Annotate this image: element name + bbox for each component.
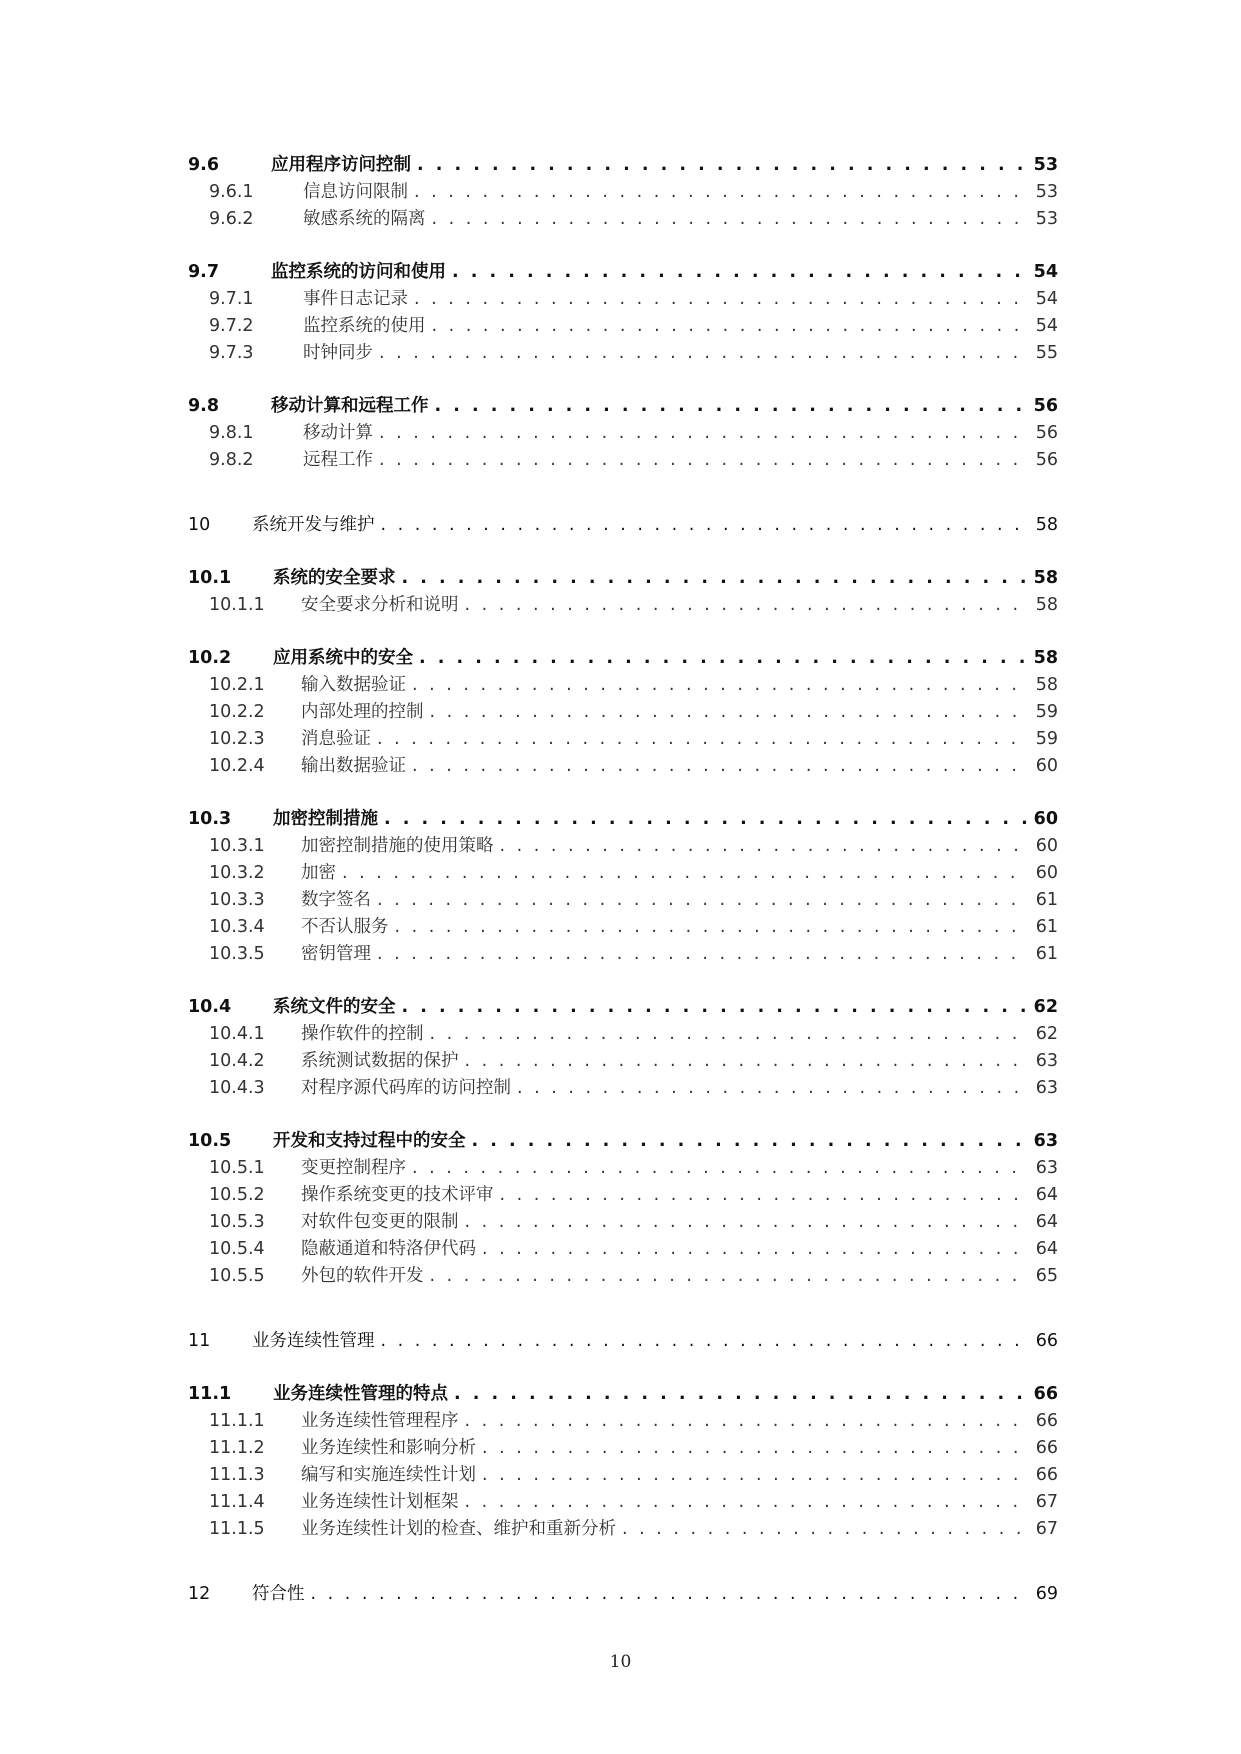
toc-entry-title: 输入数据验证	[301, 675, 406, 695]
toc-entry[interactable]	[188, 206, 1058, 233]
toc-entry-number: 10.2	[188, 648, 232, 668]
toc-entry-title: 移动计算	[303, 423, 373, 443]
toc-entry-page: 65	[1035, 1266, 1058, 1286]
toc-entry-number: 9.7.1	[209, 289, 254, 309]
toc-entry-title: 远程工作	[303, 450, 373, 470]
toc-entry-title: 业务连续性计划框架	[301, 1492, 459, 1512]
toc-dot-leader	[482, 1236, 1028, 1263]
toc-entry-page: 60	[1035, 836, 1058, 856]
toc-entry-title: 安全要求分析和说明	[301, 595, 459, 615]
toc-entry-page: 54	[1033, 262, 1058, 282]
toc-entry-page: 60	[1033, 809, 1058, 829]
toc-entry-title: 系统的安全要求	[273, 568, 396, 588]
toc-entry-page: 55	[1035, 343, 1058, 363]
toc-entry[interactable]	[188, 1381, 1058, 1408]
toc-entry-title: 移动计算和远程工作	[271, 396, 429, 416]
toc-entry-title: 隐蔽通道和特洛伊代码	[301, 1239, 476, 1259]
toc-entry-number: 10.5.3	[209, 1212, 265, 1232]
toc-entry-page: 64	[1035, 1185, 1058, 1205]
toc-spacer	[188, 1543, 1058, 1581]
toc-entry-title: 消息验证	[301, 729, 371, 749]
toc-entry-title: 业务连续性管理程序	[301, 1411, 459, 1431]
toc-entry[interactable]	[188, 393, 1058, 420]
toc-entry[interactable]	[188, 1263, 1058, 1290]
toc-entry[interactable]	[188, 914, 1058, 941]
toc-dot-leader	[482, 1435, 1028, 1462]
toc-entry-number: 11.1.2	[209, 1438, 265, 1458]
toc-entry[interactable]	[188, 1021, 1058, 1048]
toc-entry[interactable]	[188, 1236, 1058, 1263]
toc-entry-title: 系统文件的安全	[273, 997, 396, 1017]
toc-entry[interactable]	[188, 672, 1058, 699]
toc-dot-leader	[432, 313, 1029, 340]
toc-entry-page: 58	[1035, 595, 1058, 615]
toc-entry-page: 56	[1033, 396, 1058, 416]
toc-spacer	[188, 619, 1058, 645]
toc-entry-page: 63	[1033, 1131, 1058, 1151]
toc-entry-title: 系统开发与维护	[252, 515, 375, 535]
toc-entry[interactable]	[188, 1435, 1058, 1462]
toc-spacer	[188, 233, 1058, 259]
toc-entry-page: 62	[1033, 997, 1058, 1017]
toc-entry-page: 53	[1035, 182, 1058, 202]
toc-entry-number: 10.3.4	[209, 917, 265, 937]
toc-dot-leader	[381, 512, 1029, 539]
toc-entry[interactable]	[188, 420, 1058, 447]
toc-entry[interactable]	[188, 1128, 1058, 1155]
toc-entry-title: 内部处理的控制	[301, 702, 424, 722]
toc-dot-leader	[435, 393, 1028, 420]
toc-entry-number: 10.3.3	[209, 890, 265, 910]
toc-dot-leader	[379, 340, 1028, 367]
toc-entry[interactable]	[188, 512, 1058, 539]
toc-entry-number: 11	[188, 1331, 211, 1351]
toc-dot-leader	[465, 1209, 1029, 1236]
toc-entry-page: 58	[1033, 568, 1058, 588]
toc-entry-title: 应用系统中的安全	[273, 648, 413, 668]
toc-entry-page: 56	[1035, 423, 1058, 443]
toc-entry[interactable]	[188, 1182, 1058, 1209]
toc-spacer	[188, 1102, 1058, 1128]
toc-entry-title: 密钥管理	[301, 944, 371, 964]
toc-spacer	[188, 780, 1058, 806]
toc-entry-number: 10.3.5	[209, 944, 265, 964]
toc-entry-title: 敏感系统的隔离	[303, 209, 426, 229]
toc-entry-title: 业务连续性和影响分析	[301, 1438, 476, 1458]
toc-entry-number: 11.1.3	[209, 1465, 265, 1485]
toc-dot-leader	[414, 179, 1028, 206]
toc-entry-page: 66	[1035, 1331, 1058, 1351]
toc-entry-number: 9.7	[188, 262, 220, 282]
toc-entry[interactable]	[188, 286, 1058, 313]
toc-entry-page: 58	[1033, 648, 1058, 668]
toc-spacer	[188, 474, 1058, 512]
toc-entry-page: 63	[1035, 1051, 1058, 1071]
toc-entry-number: 10.3.1	[209, 836, 265, 856]
toc-dot-leader	[377, 941, 1028, 968]
toc-spacer	[188, 1355, 1058, 1381]
toc-dot-leader	[402, 994, 1028, 1021]
toc-entry-title: 加密控制措施的使用策略	[301, 836, 494, 856]
toc-entry-title: 应用程序访问控制	[271, 155, 411, 175]
toc-entry-number: 10.1.1	[209, 595, 265, 615]
toc-entry-page: 63	[1035, 1158, 1058, 1178]
toc-entry[interactable]	[188, 1489, 1058, 1516]
toc-dot-leader	[452, 259, 1028, 286]
toc-entry-title: 对程序源代码库的访问控制	[301, 1078, 511, 1098]
toc-entry-number: 11.1.5	[209, 1519, 265, 1539]
toc-entry-title: 开发和支持过程中的安全	[273, 1131, 466, 1151]
toc-entry-title: 事件日志记录	[303, 289, 408, 309]
toc-entry-number: 10.4.3	[209, 1078, 265, 1098]
toc-entry-title: 操作系统变更的技术评审	[301, 1185, 494, 1205]
toc-entry-number: 10.5.4	[209, 1239, 265, 1259]
toc-entry-number: 9.8	[188, 396, 220, 416]
toc-entry-title: 业务连续性管理	[252, 1331, 375, 1351]
toc-entry-page: 54	[1035, 316, 1058, 336]
toc-dot-leader	[414, 286, 1028, 313]
toc-dot-leader	[377, 726, 1028, 753]
toc-entry-number: 11.1.4	[209, 1492, 265, 1512]
toc-entry[interactable]	[188, 860, 1058, 887]
toc-entry-title: 系统测试数据的保护	[301, 1051, 459, 1071]
toc-dot-leader	[379, 447, 1028, 474]
toc-entry-title: 对软件包变更的限制	[301, 1212, 459, 1232]
toc-dot-leader	[432, 206, 1029, 233]
toc-entry-title: 加密	[301, 863, 336, 883]
toc-entry[interactable]	[188, 1155, 1058, 1182]
toc-entry[interactable]	[188, 645, 1058, 672]
toc-dot-leader	[342, 860, 1028, 887]
toc-dot-leader	[465, 1489, 1029, 1516]
toc-entry-number: 9.7.2	[209, 316, 254, 336]
toc-dot-leader	[482, 1462, 1028, 1489]
toc-entry-number: 10.5	[188, 1131, 232, 1151]
toc-entry-number: 9.8.2	[209, 450, 254, 470]
toc-entry-page: 64	[1035, 1212, 1058, 1232]
toc-dot-leader	[412, 753, 1028, 780]
toc-entry-page: 60	[1035, 756, 1058, 776]
toc-dot-leader	[381, 1328, 1029, 1355]
toc-entry[interactable]	[188, 699, 1058, 726]
toc-spacer	[188, 539, 1058, 565]
toc-dot-leader	[430, 699, 1029, 726]
toc-entry[interactable]	[188, 1075, 1058, 1102]
toc-entry-page: 67	[1035, 1519, 1058, 1539]
toc-entry-title: 监控系统的使用	[303, 316, 426, 336]
toc-dot-leader	[311, 1581, 1029, 1608]
toc-spacer	[188, 1290, 1058, 1328]
toc-dot-leader	[395, 914, 1029, 941]
toc-entry-number: 10.4.1	[209, 1024, 265, 1044]
toc-entry[interactable]	[188, 994, 1058, 1021]
toc-entry-number: 9.6.2	[209, 209, 254, 229]
toc-entry[interactable]	[188, 1516, 1058, 1543]
toc-dot-leader	[500, 833, 1029, 860]
toc-entry-number: 10.3	[188, 809, 232, 829]
toc-dot-leader	[412, 1155, 1028, 1182]
table-of-contents	[188, 152, 1058, 1608]
toc-dot-leader	[430, 1021, 1029, 1048]
toc-entry-page: 64	[1035, 1239, 1058, 1259]
toc-entry-page: 67	[1035, 1492, 1058, 1512]
toc-entry[interactable]	[188, 592, 1058, 619]
toc-entry-number: 10.4	[188, 997, 232, 1017]
toc-entry-number: 10.2.3	[209, 729, 265, 749]
toc-dot-leader	[500, 1182, 1029, 1209]
toc-entry-page: 61	[1035, 890, 1058, 910]
toc-dot-leader	[454, 1381, 1028, 1408]
toc-dot-leader	[465, 1048, 1029, 1075]
toc-entry-number: 11.1.1	[209, 1411, 265, 1431]
toc-entry-title: 编写和实施连续性计划	[301, 1465, 476, 1485]
toc-entry-page: 66	[1035, 1411, 1058, 1431]
toc-entry-title: 外包的软件开发	[301, 1266, 424, 1286]
toc-entry-page: 61	[1035, 944, 1058, 964]
toc-entry-page: 61	[1035, 917, 1058, 937]
toc-entry-title: 业务连续性计划的检查、维护和重新分析	[301, 1519, 616, 1539]
toc-entry-page: 53	[1033, 155, 1058, 175]
toc-entry-number: 9.8.1	[209, 423, 254, 443]
toc-entry-number: 12	[188, 1584, 211, 1604]
toc-entry-title: 信息访问限制	[303, 182, 408, 202]
toc-dot-leader	[465, 592, 1029, 619]
toc-spacer	[188, 367, 1058, 393]
toc-entry[interactable]	[188, 179, 1058, 206]
toc-dot-leader	[622, 1516, 1028, 1543]
toc-entry-page: 62	[1035, 1024, 1058, 1044]
toc-entry[interactable]	[188, 259, 1058, 286]
toc-entry-title: 变更控制程序	[301, 1158, 406, 1178]
toc-entry[interactable]	[188, 833, 1058, 860]
toc-dot-leader	[384, 806, 1028, 833]
toc-entry-page: 59	[1035, 702, 1058, 722]
toc-entry-number: 10.4.2	[209, 1051, 265, 1071]
toc-entry[interactable]	[188, 753, 1058, 780]
toc-entry[interactable]	[188, 726, 1058, 753]
toc-entry-page: 58	[1035, 675, 1058, 695]
toc-dot-leader	[472, 1128, 1028, 1155]
toc-entry[interactable]	[188, 941, 1058, 968]
toc-entry-number: 10.2.2	[209, 702, 265, 722]
toc-dot-leader	[465, 1408, 1029, 1435]
toc-entry-title: 输出数据验证	[301, 756, 406, 776]
toc-entry-page: 59	[1035, 729, 1058, 749]
toc-entry-page: 69	[1035, 1584, 1058, 1604]
toc-entry-page: 66	[1033, 1384, 1058, 1404]
toc-entry[interactable]	[188, 565, 1058, 592]
toc-entry-number: 10.5.2	[209, 1185, 265, 1205]
toc-entry-number: 10.2.1	[209, 675, 265, 695]
toc-entry-title: 数字签名	[301, 890, 371, 910]
toc-entry[interactable]	[188, 1209, 1058, 1236]
page-number: 10	[609, 1652, 632, 1672]
toc-entry[interactable]	[188, 806, 1058, 833]
toc-entry-title: 时钟同步	[303, 343, 373, 363]
toc-dot-leader	[412, 672, 1028, 699]
toc-entry-title: 操作软件的控制	[301, 1024, 424, 1044]
toc-entry-title: 业务连续性管理的特点	[273, 1384, 448, 1404]
toc-entry[interactable]	[188, 340, 1058, 367]
toc-entry-page: 58	[1035, 515, 1058, 535]
toc-entry-title: 监控系统的访问和使用	[271, 262, 446, 282]
toc-entry-page: 66	[1035, 1438, 1058, 1458]
toc-entry-number: 9.6	[188, 155, 220, 175]
toc-entry-number: 9.7.3	[209, 343, 254, 363]
toc-entry-page: 56	[1035, 450, 1058, 470]
toc-entry-number: 10.5.1	[209, 1158, 265, 1178]
toc-entry[interactable]	[188, 1328, 1058, 1355]
toc-dot-leader	[430, 1263, 1029, 1290]
toc-dot-leader	[417, 152, 1028, 179]
toc-entry-page: 66	[1035, 1465, 1058, 1485]
toc-entry[interactable]	[188, 887, 1058, 914]
toc-entry-number: 10.1	[188, 568, 232, 588]
toc-entry-title: 不否认服务	[301, 917, 389, 937]
toc-entry-number: 10.3.2	[209, 863, 265, 883]
toc-entry[interactable]	[188, 313, 1058, 340]
toc-entry-page: 63	[1035, 1078, 1058, 1098]
toc-entry[interactable]	[188, 1408, 1058, 1435]
toc-spacer	[188, 968, 1058, 994]
toc-dot-leader	[517, 1075, 1028, 1102]
toc-entry[interactable]	[188, 152, 1058, 179]
toc-entry-number: 11.1	[188, 1384, 232, 1404]
toc-entry-number: 10	[188, 515, 211, 535]
toc-entry[interactable]	[188, 1462, 1058, 1489]
toc-entry-title: 符合性	[252, 1584, 305, 1604]
toc-entry-page: 53	[1035, 209, 1058, 229]
toc-dot-leader	[379, 420, 1028, 447]
toc-entry-number: 10.5.5	[209, 1266, 265, 1286]
toc-entry[interactable]	[188, 447, 1058, 474]
toc-entry-number: 10.2.4	[209, 756, 265, 776]
toc-entry-page: 60	[1035, 863, 1058, 883]
toc-dot-leader	[419, 645, 1028, 672]
toc-entry-title: 加密控制措施	[273, 809, 378, 829]
toc-dot-leader	[402, 565, 1028, 592]
toc-entry-page: 54	[1035, 289, 1058, 309]
toc-entry[interactable]	[188, 1581, 1058, 1608]
toc-entry[interactable]	[188, 1048, 1058, 1075]
toc-dot-leader	[377, 887, 1028, 914]
toc-entry-number: 9.6.1	[209, 182, 254, 202]
